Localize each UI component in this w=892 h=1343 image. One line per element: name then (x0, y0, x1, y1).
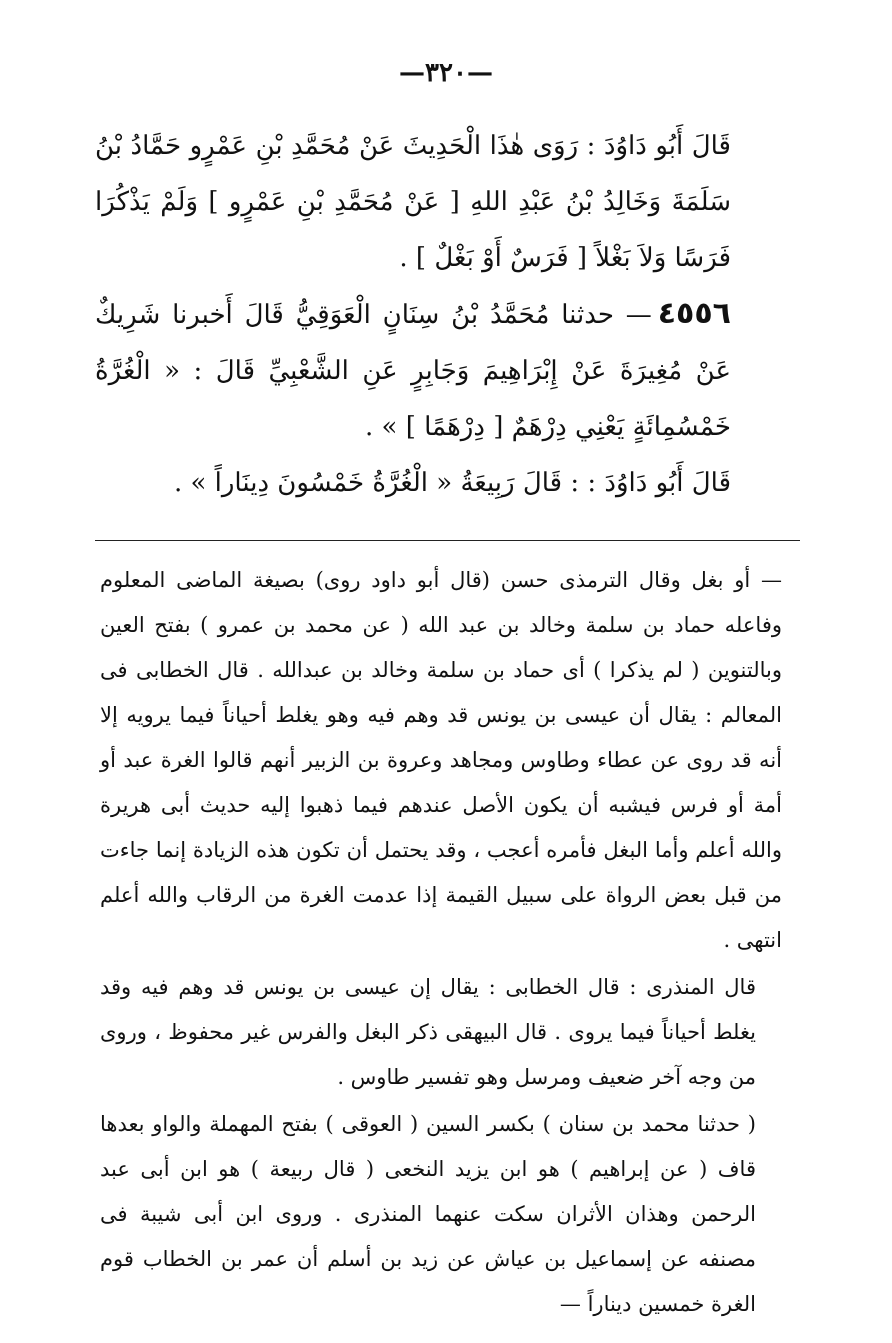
commentary-paragraph-3: ( حدثنا محمد بن سنان ) بكسر السين ( العوقى ) بفتح المهملة والواو بعدها قاف ( عن إبراهيم ) هو ابن يزيد النخعى ( قال ربيعة ) هو ابن أبى عبد الرحمن وهذان الأثران سكت عنهما المنذرى . وروى ابن أبى شيبة فى مصنفه عن إسماعيل بن عياش عن زيد بن أسلم أن عمر بن الخطاب قوم الغرة خمسين ديناراً — (100, 1112, 756, 1316)
hadith-number: ٤٥٥٦ (657, 296, 731, 331)
hadith-4556 (95, 286, 775, 455)
commentary-paragraph-1: — أو بغل وقال الترمذى حسن (قال أبو داود روى) بصيغة الماضى المعلوم وفاعله حماد بن سلمة وخالد بن عبد الله ( عن محمد بن عمرو ) بفتح العين وبالتنوين ( لم يذكرا ) أى حماد بن سلمة وخالد بن عبدالله . قال الخطابى فى المعالم : يقال أن عيسى بن يونس قد وهم فيه وهو يغلط أحياناً فيما يرويه إلا أنه قد روى عن عطاء وطاوس ومجاهد وعروة بن الزبير أنهم قالوا الغرة عبد أو أمة أو فرس فيشبه أن يكون الأصل عندهم فيما ذهبوا إليه حديث أبى هريرة والله أعلم وأما البغل فأمره أعجب ، وقد يحتمل أن تكون هذه الزيادة إنما جاءت من قبل بعض الرواة على سبيل القيمة إذا عدمت الغرة من الرقاب والله أعلم انتهى . (100, 568, 782, 952)
hadith-text: — حدثنا مُحَمَّدُ بْنُ سِنَانٍ الْعَوَقِيُّ قَالَ أَخبرنا شَرِيكٌ عَنْ مُغِيرَةَ عَنْ إِبْرَاهِيمَ وَجَابِرٍ عَنِ الشَّعْبِيِّ قَالَ : « الْغُرَّةُ خَمْسُمِائَةٍ يَعْنِي دِرْهَمٌ [ دِرْهَمًا ] » . (95, 300, 731, 442)
commentary-paragraph-2: قال المنذرى : قال الخطابى : يقال إن عيسى بن يونس قد وهم فيه وقد يغلط أحياناً فيما يروى . قال البيهقى ذكر البغل والفرس غير محفوظ ، وروى من وجه آخر ضعيف ومرسل وهو تفسير طاوس . (100, 975, 756, 1089)
page-number: —٣٢٠— (399, 58, 493, 88)
main-text (95, 118, 775, 511)
abu-dawud-remark-1: قَالَ أَبُو دَاوُدَ : رَوَى هٰذَا الْحَدِيثَ عَنْ مُحَمَّدِ بْنِ عَمْرٍو حَمَّادُ بْنُ سَلَمَةَ وَخَالِدُ بْنُ عَبْدِ اللهِ [ عَنْ مُحَمَّدِ بْنِ عَمْرٍو ] وَلَمْ يَذْكُرَا فَرَسًا وَلاَ بَغْلاً [ فَرَسٌ أَوْ بَغْلٌ ] . (95, 131, 731, 273)
commentary-notes (100, 556, 782, 1327)
footnote-divider (95, 540, 800, 541)
abu-dawud-remark-2: قَالَ أَبُو دَاوُدَ : : قَالَ رَبِيعَةُ « الْغُرَّةُ خَمْسُونَ دِينَاراً » . (173, 468, 731, 498)
